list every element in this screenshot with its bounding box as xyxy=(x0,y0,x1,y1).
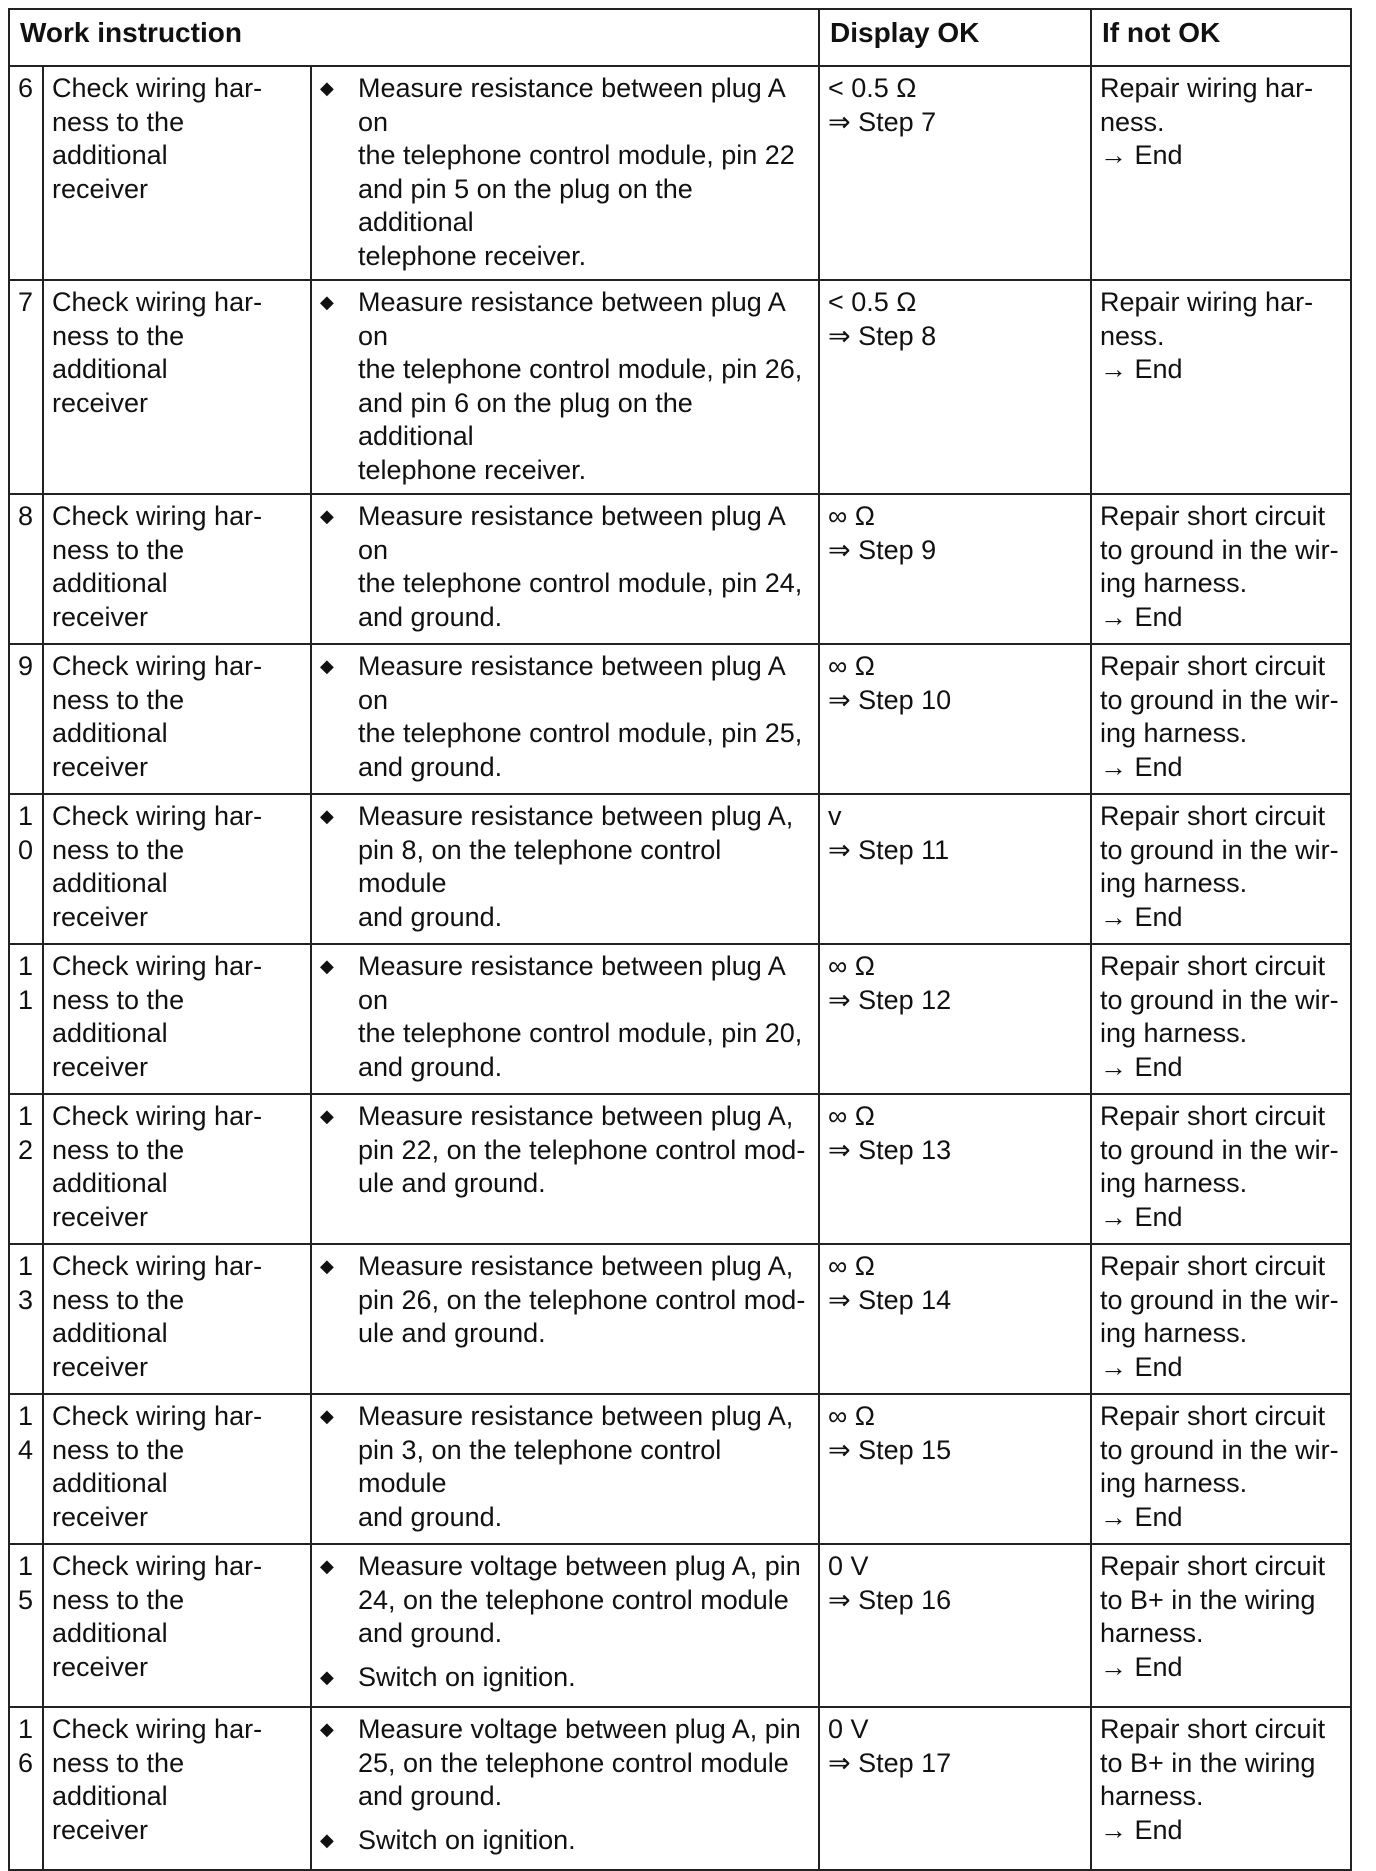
instruction-text: Switch on ignition. xyxy=(358,1824,576,1855)
table-row xyxy=(9,1094,1351,1244)
instruction-text: Measure resistance between plug A on the telephone control module, pin 20, and ground. xyxy=(358,951,803,1082)
measurement-cell xyxy=(311,1094,819,1244)
display-ok-cell xyxy=(819,66,1091,280)
table-body xyxy=(9,66,1351,1870)
display-ok-cell xyxy=(819,1094,1091,1244)
table-row xyxy=(9,494,1351,644)
remedy-text: Repair wiring har- ness. → End xyxy=(1100,287,1314,384)
step-number-cell xyxy=(9,280,43,494)
instruction-text: Measure resistance between plug A, pin 26, on the telephone control mod- ule and ground. xyxy=(358,1251,806,1348)
instruction-bullet xyxy=(320,950,810,1084)
work-instruction-table xyxy=(8,8,1352,1871)
table-row xyxy=(9,1707,1351,1870)
display-ok-cell xyxy=(819,1544,1091,1707)
table-row xyxy=(9,280,1351,494)
display-ok-cell xyxy=(819,794,1091,944)
step-number: 13 xyxy=(18,1251,34,1315)
check-description-cell xyxy=(43,1394,311,1544)
expected-value: ∞ Ω xyxy=(828,651,875,681)
instruction-text: Measure resistance between plug A on the telephone control module, pin 22 and pin 5 on the plug on the additional telephone receiver. xyxy=(358,73,795,271)
instruction-text: Switch on ignition. xyxy=(358,1661,576,1692)
next-step-link: ⇒ Step 13 xyxy=(828,1134,952,1165)
remedy-text: Repair short circuit to ground in the wir- ing harness. → End xyxy=(1100,651,1339,782)
bullet-diamond-icon: ◆ xyxy=(320,78,334,98)
remedy-text: Repair short circuit to ground in the wir- ing harness. → End xyxy=(1100,1251,1339,1382)
table-row xyxy=(9,1394,1351,1544)
next-step-link: ⇒ Step 14 xyxy=(828,1284,952,1315)
measurement-cell xyxy=(311,1544,819,1707)
if-not-ok-cell xyxy=(1091,280,1351,494)
if-not-ok-cell xyxy=(1091,494,1351,644)
check-description-cell xyxy=(43,944,311,1094)
remedy-text: Repair short circuit to B+ in the wiring harness. → End xyxy=(1100,1551,1326,1682)
instruction-text: Measure resistance between plug A on the telephone control module, pin 25, and ground. xyxy=(358,651,803,782)
header-work-instruction: Work instruction xyxy=(9,9,819,66)
expected-value: ∞ Ω xyxy=(828,501,875,531)
bullet-diamond-icon: ◆ xyxy=(320,1406,334,1426)
measurement-cell xyxy=(311,1244,819,1394)
step-number-cell xyxy=(9,1244,43,1394)
step-number-cell xyxy=(9,1707,43,1870)
measurement-cell xyxy=(311,280,819,494)
instruction-text: Measure resistance between plug A, pin 22, on the telephone control mod- ule and ground. xyxy=(358,1101,806,1198)
table-row xyxy=(9,944,1351,1094)
display-ok-cell xyxy=(819,944,1091,1094)
instruction-bullet xyxy=(320,72,810,273)
step-number: 12 xyxy=(18,1101,34,1165)
if-not-ok-cell xyxy=(1091,66,1351,280)
table-row xyxy=(9,1544,1351,1707)
expected-value: 0 V xyxy=(828,1551,869,1581)
check-description-cell xyxy=(43,280,311,494)
if-not-ok-cell xyxy=(1091,644,1351,794)
step-number: 11 xyxy=(18,951,34,1015)
instruction-bullet xyxy=(320,1713,810,1814)
expected-value: ∞ Ω xyxy=(828,1101,875,1131)
step-number-cell xyxy=(9,1094,43,1244)
check-description: Check wiring har- ness to the additional receiver xyxy=(52,1251,263,1382)
expected-value: 0 V xyxy=(828,1714,869,1744)
remedy-text: Repair short circuit to ground in the wir- ing harness. → End xyxy=(1100,801,1339,932)
check-description-cell xyxy=(43,1094,311,1244)
expected-value: < 0.5 Ω xyxy=(828,73,917,103)
next-step-link: ⇒ Step 7 xyxy=(828,106,937,137)
table-row xyxy=(9,1244,1351,1394)
check-description: Check wiring har- ness to the additional receiver xyxy=(52,287,263,418)
expected-value: v xyxy=(828,801,842,831)
bullet-diamond-icon: ◆ xyxy=(320,956,334,976)
bullet-diamond-icon: ◆ xyxy=(320,656,334,676)
instruction-text: Measure resistance between plug A, pin 8, on the telephone control module and ground. xyxy=(358,801,794,932)
check-description: Check wiring har- ness to the additional receiver xyxy=(52,1714,263,1845)
display-ok-cell xyxy=(819,494,1091,644)
expected-value: ∞ Ω xyxy=(828,1401,875,1431)
display-ok-cell xyxy=(819,1707,1091,1870)
remedy-text: Repair short circuit to B+ in the wiring harness. → End xyxy=(1100,1714,1326,1845)
check-description: Check wiring har- ness to the additional receiver xyxy=(52,651,263,782)
if-not-ok-cell xyxy=(1091,1394,1351,1544)
bullet-diamond-icon: ◆ xyxy=(320,806,334,826)
check-description: Check wiring har- ness to the additional receiver xyxy=(52,951,263,1082)
display-ok-cell xyxy=(819,644,1091,794)
table-row xyxy=(9,644,1351,794)
next-step-link: ⇒ Step 16 xyxy=(828,1584,952,1615)
table-header-row xyxy=(9,9,1351,66)
instruction-bullet xyxy=(320,1824,810,1858)
measurement-cell xyxy=(311,1707,819,1870)
instruction-text: Measure resistance between plug A on the telephone control module, pin 26, and pin 6 on the plug on the additional telephone receiver. xyxy=(358,287,803,485)
check-description: Check wiring har- ness to the additional receiver xyxy=(52,1401,263,1532)
expected-value: < 0.5 Ω xyxy=(828,287,917,317)
display-ok-cell xyxy=(819,1394,1091,1544)
next-step-link: ⇒ Step 12 xyxy=(828,984,952,1015)
table-row xyxy=(9,794,1351,944)
bullet-diamond-icon: ◆ xyxy=(320,1106,334,1126)
instruction-text: Measure resistance between plug A on the telephone control module, pin 24, and ground. xyxy=(358,501,803,632)
measurement-cell xyxy=(311,66,819,280)
bullet-diamond-icon: ◆ xyxy=(320,1256,334,1276)
instruction-bullet xyxy=(320,1100,810,1201)
if-not-ok-cell xyxy=(1091,1707,1351,1870)
instruction-bullet xyxy=(320,1661,810,1695)
display-ok-cell xyxy=(819,280,1091,494)
bullet-diamond-icon: ◆ xyxy=(320,506,334,526)
instruction-text: Measure voltage between plug A, pin 24, on the telephone control module and ground. xyxy=(358,1551,801,1648)
step-number: 16 xyxy=(18,1714,34,1778)
step-number: 6 xyxy=(18,73,34,103)
header-if-not-ok: If not OK xyxy=(1091,9,1351,66)
step-number-cell xyxy=(9,794,43,944)
step-number-cell xyxy=(9,644,43,794)
instruction-bullet xyxy=(320,1250,810,1351)
check-description-cell xyxy=(43,494,311,644)
instruction-bullet xyxy=(320,800,810,934)
expected-value: ∞ Ω xyxy=(828,951,875,981)
next-step-link: ⇒ Step 11 xyxy=(828,834,950,865)
instruction-text: Measure voltage between plug A, pin 25, on the telephone control module and ground. xyxy=(358,1714,801,1811)
bullet-diamond-icon: ◆ xyxy=(320,1829,334,1850)
next-step-link: ⇒ Step 10 xyxy=(828,684,952,715)
check-description: Check wiring har- ness to the additional receiver xyxy=(52,801,263,932)
if-not-ok-cell xyxy=(1091,794,1351,944)
step-number-cell xyxy=(9,944,43,1094)
table-row xyxy=(9,66,1351,280)
measurement-cell xyxy=(311,794,819,944)
check-description-cell xyxy=(43,1244,311,1394)
remedy-text: Repair short circuit to ground in the wir- ing harness. → End xyxy=(1100,501,1339,632)
if-not-ok-cell xyxy=(1091,1544,1351,1707)
check-description-cell xyxy=(43,1707,311,1870)
remedy-text: Repair short circuit to ground in the wir- ing harness. → End xyxy=(1100,1401,1339,1532)
instruction-bullet xyxy=(320,650,810,784)
step-number: 10 xyxy=(18,801,34,865)
step-number-cell xyxy=(9,1544,43,1707)
instruction-bullet xyxy=(320,1550,810,1651)
step-number: 14 xyxy=(18,1401,34,1465)
instruction-text: Measure resistance between plug A, pin 3, on the telephone control module and ground. xyxy=(358,1401,794,1532)
measurement-cell xyxy=(311,944,819,1094)
check-description: Check wiring har- ness to the additional receiver xyxy=(52,1551,263,1682)
step-number: 9 xyxy=(18,651,34,681)
expected-value: ∞ Ω xyxy=(828,1251,875,1281)
bullet-diamond-icon: ◆ xyxy=(320,1719,334,1739)
next-step-link: ⇒ Step 9 xyxy=(828,534,937,565)
check-description-cell xyxy=(43,1544,311,1707)
bullet-diamond-icon: ◆ xyxy=(320,1556,334,1576)
next-step-link: ⇒ Step 15 xyxy=(828,1434,952,1465)
remedy-text: Repair short circuit to ground in the wir- ing harness. → End xyxy=(1100,951,1339,1082)
if-not-ok-cell xyxy=(1091,944,1351,1094)
check-description-cell xyxy=(43,644,311,794)
display-ok-cell xyxy=(819,1244,1091,1394)
bullet-diamond-icon: ◆ xyxy=(320,292,334,312)
check-description: Check wiring har- ness to the additional receiver xyxy=(52,501,263,632)
instruction-bullet xyxy=(320,1400,810,1534)
remedy-text: Repair wiring har- ness. → End xyxy=(1100,73,1314,170)
remedy-text: Repair short circuit to ground in the wir- ing harness. → End xyxy=(1100,1101,1339,1232)
step-number-cell xyxy=(9,66,43,280)
check-description: Check wiring har- ness to the additional receiver xyxy=(52,73,263,204)
if-not-ok-cell xyxy=(1091,1244,1351,1394)
check-description-cell xyxy=(43,66,311,280)
measurement-cell xyxy=(311,494,819,644)
check-description-cell xyxy=(43,794,311,944)
header-display-ok: Display OK xyxy=(819,9,1091,66)
step-number: 15 xyxy=(18,1551,34,1615)
measurement-cell xyxy=(311,1394,819,1544)
instruction-bullet xyxy=(320,286,810,487)
step-number: 8 xyxy=(18,501,34,531)
step-number-cell xyxy=(9,1394,43,1544)
check-description: Check wiring har- ness to the additional receiver xyxy=(52,1101,263,1232)
step-number-cell xyxy=(9,494,43,644)
if-not-ok-cell xyxy=(1091,1094,1351,1244)
bullet-diamond-icon: ◆ xyxy=(320,1666,334,1687)
instruction-bullet xyxy=(320,500,810,634)
next-step-link: ⇒ Step 17 xyxy=(828,1747,952,1778)
next-step-link: ⇒ Step 8 xyxy=(828,320,937,351)
step-number: 7 xyxy=(18,287,34,317)
measurement-cell xyxy=(311,644,819,794)
